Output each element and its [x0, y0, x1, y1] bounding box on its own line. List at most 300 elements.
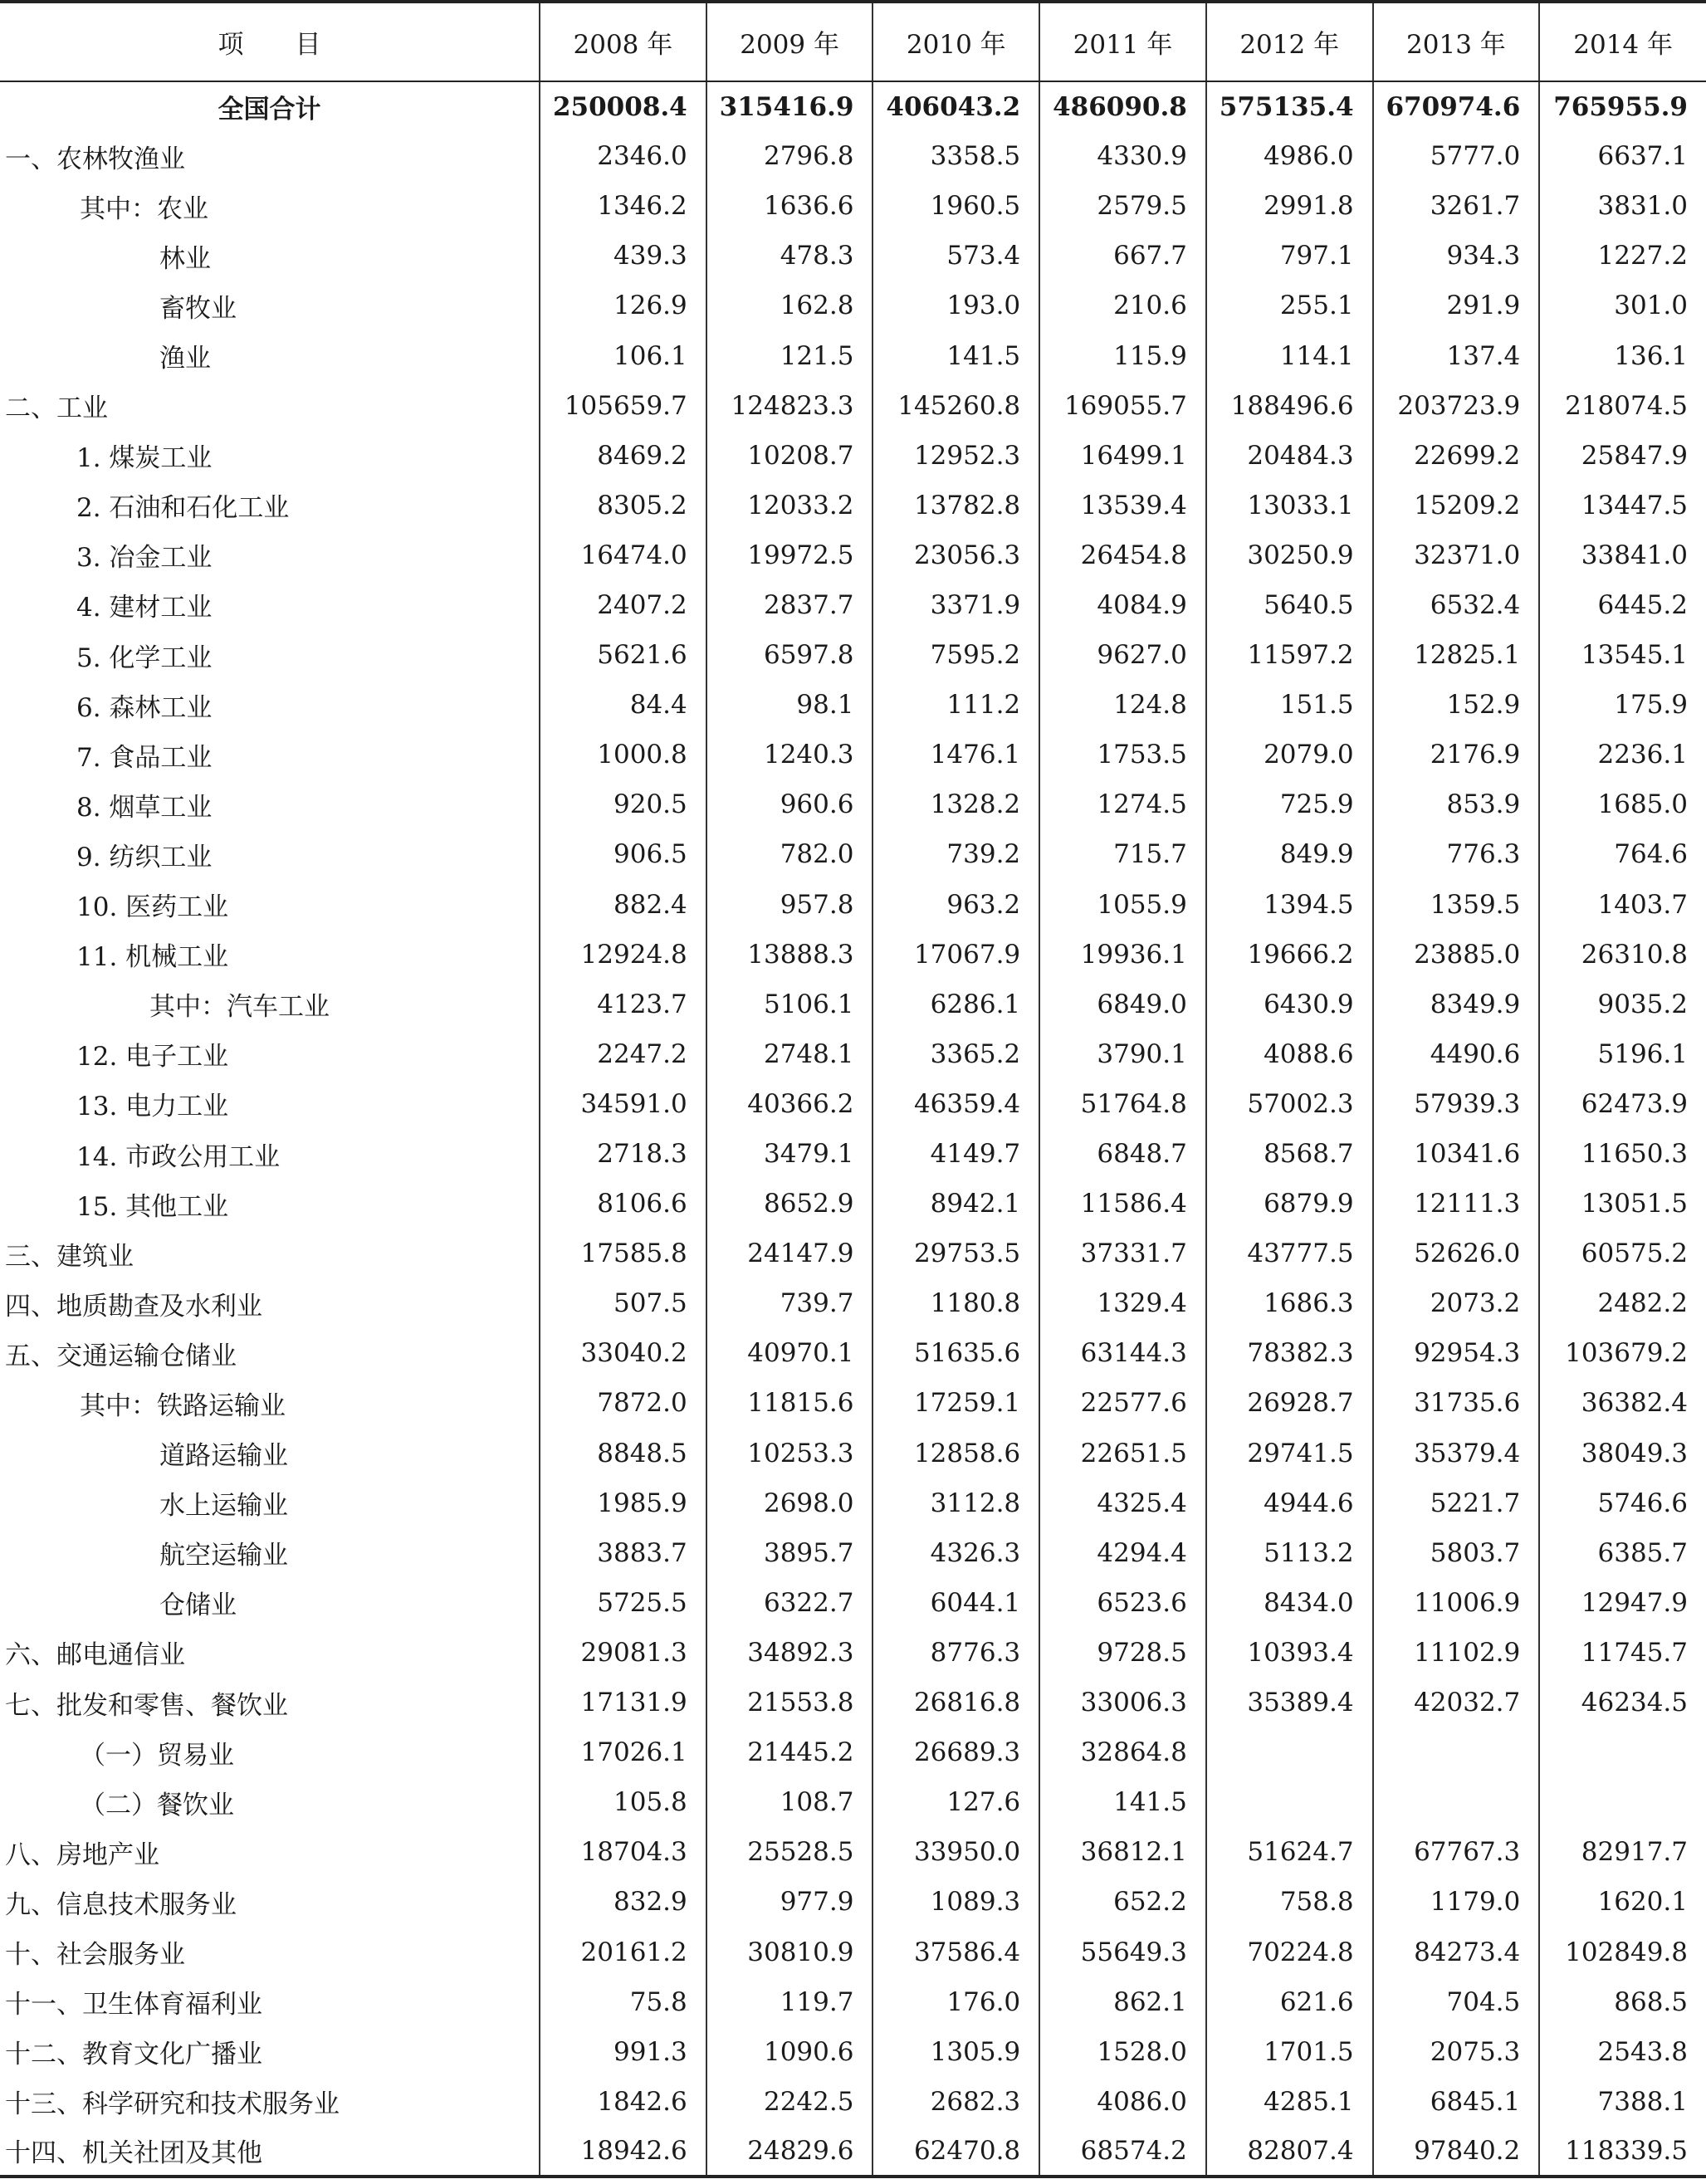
value-cell: 3365.2: [873, 1029, 1039, 1079]
value-cell: 2176.9: [1373, 730, 1540, 779]
table-row: [0, 1079, 1706, 1129]
value-cell: 255.1: [1206, 281, 1373, 330]
value-cell: 12952.3: [873, 431, 1039, 481]
value-cell: 1528.0: [1039, 2027, 1206, 2077]
row-label: 十二、教育文化广播业: [5, 2040, 262, 2070]
value-cell: [1373, 1727, 1540, 1777]
value-cell: 13539.4: [1039, 481, 1206, 530]
value-cell: 1685.0: [1539, 779, 1706, 829]
header-year-2014: 2014 年: [1539, 2, 1706, 81]
value-cell: 5725.5: [540, 1578, 706, 1628]
value-cell: 3371.9: [873, 580, 1039, 630]
value-cell: 97840.2: [1373, 2127, 1540, 2177]
row-label: 3. 冶金工业: [76, 543, 213, 574]
value-cell: 9627.0: [1039, 630, 1206, 680]
value-cell: 17259.1: [873, 1378, 1039, 1428]
value-cell: 75.8: [540, 1977, 706, 2027]
value-cell: 6322.7: [706, 1578, 873, 1628]
table-row: [0, 580, 1706, 630]
value-cell: 10208.7: [706, 431, 873, 481]
table-row: [0, 1378, 1706, 1428]
value-cell: 33006.3: [1039, 1678, 1206, 1727]
value-cell: 34591.0: [540, 1079, 706, 1129]
value-cell: 934.3: [1373, 231, 1540, 281]
value-cell: 8305.2: [540, 481, 706, 530]
table-row: [0, 1278, 1706, 1328]
value-cell: 1329.4: [1039, 1278, 1206, 1328]
value-cell: 667.7: [1039, 231, 1206, 281]
row-label: 八、房地产业: [5, 1840, 159, 1870]
table-row: [0, 980, 1706, 1029]
value-cell: 67767.3: [1373, 1827, 1540, 1877]
value-cell: 862.1: [1039, 1977, 1206, 2027]
value-cell: 29081.3: [540, 1628, 706, 1678]
value-cell: 11586.4: [1039, 1179, 1206, 1229]
value-cell: 1089.3: [873, 1877, 1039, 1927]
row-label: 水上运输业: [159, 1491, 288, 1522]
value-cell: 758.8: [1206, 1877, 1373, 1927]
value-cell: 4330.9: [1039, 131, 1206, 181]
table-row: [0, 1478, 1706, 1528]
row-label: 4. 建材工业: [76, 593, 213, 623]
table-row: [0, 829, 1706, 879]
value-cell: 2247.2: [540, 1029, 706, 1079]
value-cell: 782.0: [706, 829, 873, 879]
value-cell: 11745.7: [1539, 1628, 1706, 1678]
value-cell: 17585.8: [540, 1229, 706, 1278]
value-cell: 13888.3: [706, 930, 873, 980]
value-cell: 725.9: [1206, 779, 1373, 829]
table-row: [0, 1827, 1706, 1877]
header-year-2009: 2009 年: [706, 2, 873, 81]
value-cell: 21445.2: [706, 1727, 873, 1777]
value-cell: 127.6: [873, 1777, 1039, 1827]
value-cell: 1394.5: [1206, 880, 1373, 930]
table-row: [0, 1528, 1706, 1578]
row-label: 10. 医药工业: [76, 892, 229, 923]
value-cell: 68574.2: [1039, 2127, 1206, 2177]
value-cell: 2837.7: [706, 580, 873, 630]
value-cell: 1960.5: [873, 181, 1039, 231]
value-cell: 8776.3: [873, 1628, 1039, 1678]
value-cell: 151.5: [1206, 680, 1373, 730]
value-cell: 175.9: [1539, 680, 1706, 730]
value-cell: 1240.3: [706, 730, 873, 779]
row-label: 渔业: [159, 344, 211, 374]
row-label: 仓储业: [159, 1590, 237, 1621]
row-label: 四、地质勘查及水利业: [5, 1291, 262, 1322]
value-cell: 136.1: [1539, 330, 1706, 380]
row-label: 其中：汽车工业: [149, 992, 330, 1023]
value-cell: 35379.4: [1373, 1429, 1540, 1478]
table-row: [0, 779, 1706, 829]
row-label: 9. 纺织工业: [76, 842, 213, 872]
table-row: [0, 381, 1706, 431]
value-cell: 6430.9: [1206, 980, 1373, 1029]
value-cell: 62470.8: [873, 2127, 1039, 2177]
value-cell: 84.4: [540, 680, 706, 730]
value-cell: 176.0: [873, 1977, 1039, 2027]
value-cell: 11597.2: [1206, 630, 1373, 680]
value-cell: 1636.6: [706, 181, 873, 231]
row-label: 航空运输业: [159, 1541, 288, 1571]
value-cell: 98.1: [706, 680, 873, 730]
header-year-2011: 2011 年: [1039, 2, 1206, 81]
value-cell: 507.5: [540, 1278, 706, 1328]
value-cell: 105.8: [540, 1777, 706, 1827]
value-cell: 5777.0: [1373, 131, 1540, 181]
value-cell: 991.3: [540, 2027, 706, 2077]
value-cell: 2991.8: [1206, 181, 1373, 231]
value-cell: 8349.9: [1373, 980, 1540, 1029]
row-label: （二）餐饮业: [80, 1790, 234, 1820]
row-label: 12. 电子工业: [76, 1042, 229, 1072]
table-row: [0, 1578, 1706, 1628]
value-cell: [1539, 1777, 1706, 1827]
value-cell: 106.1: [540, 330, 706, 380]
value-cell: 26816.8: [873, 1678, 1039, 1727]
value-cell: 16499.1: [1039, 431, 1206, 481]
value-cell: 704.5: [1373, 1977, 1540, 2027]
row-label: 十一、卫生体育福利业: [5, 1990, 262, 2020]
value-cell: 13033.1: [1206, 481, 1373, 530]
value-cell: 20484.3: [1206, 431, 1373, 481]
table-row: [0, 2127, 1706, 2177]
value-cell: 1620.1: [1539, 1877, 1706, 1927]
value-cell: 7595.2: [873, 630, 1039, 680]
row-label: 11. 机械工业: [76, 942, 229, 973]
value-cell: 2748.1: [706, 1029, 873, 1079]
row-label: 2. 石油和石化工业: [76, 493, 290, 524]
value-cell: 11650.3: [1539, 1129, 1706, 1179]
value-cell: 63144.3: [1039, 1328, 1206, 1378]
row-label: 1. 煤炭工业: [76, 443, 213, 474]
value-cell: 9728.5: [1039, 1628, 1206, 1678]
value-cell: 6848.7: [1039, 1129, 1206, 1179]
value-cell: 6597.8: [706, 630, 873, 680]
value-cell: 2543.8: [1539, 2027, 1706, 2077]
value-cell: 37586.4: [873, 1927, 1039, 1976]
value-cell: 1055.9: [1039, 880, 1206, 930]
value-cell: 78382.3: [1206, 1328, 1373, 1378]
value-cell: 18704.3: [540, 1827, 706, 1877]
value-cell: 82917.7: [1539, 1827, 1706, 1877]
value-cell: 9035.2: [1539, 980, 1706, 1029]
value-cell: 23056.3: [873, 530, 1039, 580]
value-cell: [1373, 1777, 1540, 1827]
value-cell: 739.7: [706, 1278, 873, 1328]
value-cell: 4325.4: [1039, 1478, 1206, 1528]
value-cell: 10341.6: [1373, 1129, 1540, 1179]
value-cell: 102849.8: [1539, 1927, 1706, 1976]
value-cell: 2079.0: [1206, 730, 1373, 779]
value-cell: 853.9: [1373, 779, 1540, 829]
value-cell: [1206, 1727, 1373, 1777]
value-cell: 1753.5: [1039, 730, 1206, 779]
row-label: 畜牧业: [159, 293, 237, 324]
row-label: 其中：铁路运输业: [80, 1390, 286, 1421]
table-row: [0, 131, 1706, 181]
value-cell: 70224.8: [1206, 1927, 1373, 1976]
table-row: [0, 930, 1706, 980]
value-cell: 210.6: [1039, 281, 1206, 330]
value-cell: 5221.7: [1373, 1478, 1540, 1528]
value-cell: 4490.6: [1373, 1029, 1540, 1079]
value-cell: 1274.5: [1039, 779, 1206, 829]
value-cell: 12825.1: [1373, 630, 1540, 680]
value-cell: 6637.1: [1539, 131, 1706, 181]
row-label: 九、信息技术服务业: [5, 1889, 237, 1920]
value-cell: 7388.1: [1539, 2077, 1706, 2127]
value-cell: 51764.8: [1039, 1079, 1206, 1129]
value-cell: 6523.6: [1039, 1578, 1206, 1628]
value-cell: 103679.2: [1539, 1328, 1706, 1378]
value-cell: 4944.6: [1206, 1478, 1373, 1528]
value-cell: 18942.6: [540, 2127, 706, 2177]
value-cell: 3790.1: [1039, 1029, 1206, 1079]
table-row: [0, 1977, 1706, 2027]
value-cell: 19666.2: [1206, 930, 1373, 980]
value-cell: 8568.7: [1206, 1129, 1373, 1179]
value-cell: 8848.5: [540, 1429, 706, 1478]
value-cell: 36812.1: [1039, 1827, 1206, 1877]
value-cell: 115.9: [1039, 330, 1206, 380]
value-cell: 3358.5: [873, 131, 1039, 181]
table-row: [0, 1029, 1706, 1079]
value-cell: 60575.2: [1539, 1229, 1706, 1278]
value-cell: 1701.5: [1206, 2027, 1373, 2077]
value-cell: 1346.2: [540, 181, 706, 231]
value-cell: 2236.1: [1539, 730, 1706, 779]
value-cell: 3112.8: [873, 1478, 1039, 1528]
value-cell: 36382.4: [1539, 1378, 1706, 1428]
value-cell: 5196.1: [1539, 1029, 1706, 1079]
value-cell: 776.3: [1373, 829, 1540, 879]
table-row: [0, 1328, 1706, 1378]
value-cell: 22577.6: [1039, 1378, 1206, 1428]
value-cell: 1180.8: [873, 1278, 1039, 1328]
value-cell: 19936.1: [1039, 930, 1206, 980]
value-cell: 17026.1: [540, 1727, 706, 1777]
value-cell: 15209.2: [1373, 481, 1540, 530]
row-label: 6. 森林工业: [76, 692, 213, 723]
value-cell: 32371.0: [1373, 530, 1540, 580]
value-cell: 7872.0: [540, 1378, 706, 1428]
value-cell: 3883.7: [540, 1528, 706, 1578]
value-cell: 250008.4: [540, 81, 706, 131]
value-cell: 439.3: [540, 231, 706, 281]
value-cell: 26689.3: [873, 1727, 1039, 1777]
value-cell: 652.2: [1039, 1877, 1206, 1927]
table-row: [0, 1429, 1706, 1478]
value-cell: 40970.1: [706, 1328, 873, 1378]
table-row: [0, 1229, 1706, 1278]
value-cell: 30810.9: [706, 1927, 873, 1976]
value-cell: 105659.7: [540, 381, 706, 431]
value-cell: 62473.9: [1539, 1079, 1706, 1129]
value-cell: 46359.4: [873, 1079, 1039, 1129]
row-label: 8. 烟草工业: [76, 792, 213, 823]
value-cell: 4084.9: [1039, 580, 1206, 630]
row-label: 5. 化学工业: [76, 642, 213, 673]
value-cell: 29741.5: [1206, 1429, 1373, 1478]
value-cell: 832.9: [540, 1877, 706, 1927]
value-cell: 37331.7: [1039, 1229, 1206, 1278]
value-cell: 17131.9: [540, 1678, 706, 1727]
value-cell: 6879.9: [1206, 1179, 1373, 1229]
value-cell: 10393.4: [1206, 1628, 1373, 1678]
value-cell: 137.4: [1373, 330, 1540, 380]
value-cell: 29753.5: [873, 1229, 1039, 1278]
value-cell: 977.9: [706, 1877, 873, 1927]
value-cell: 5640.5: [1206, 580, 1373, 630]
value-cell: 291.9: [1373, 281, 1540, 330]
value-cell: 30250.9: [1206, 530, 1373, 580]
value-cell: 8652.9: [706, 1179, 873, 1229]
table-row: [0, 431, 1706, 481]
value-cell: 2718.3: [540, 1129, 706, 1179]
value-cell: 92954.3: [1373, 1328, 1540, 1378]
value-cell: 957.8: [706, 880, 873, 930]
value-cell: 114.1: [1206, 330, 1373, 380]
value-cell: 2346.0: [540, 131, 706, 181]
value-cell: 4123.7: [540, 980, 706, 1029]
value-cell: 2482.2: [1539, 1278, 1706, 1328]
value-cell: 764.6: [1539, 829, 1706, 879]
value-cell: 4149.7: [873, 1129, 1039, 1179]
value-cell: 118339.5: [1539, 2127, 1706, 2177]
table-row: [0, 1179, 1706, 1229]
value-cell: 575135.4: [1206, 81, 1373, 131]
table-row: [0, 330, 1706, 380]
table-row: [0, 530, 1706, 580]
table-row: [0, 1678, 1706, 1727]
value-cell: 6849.0: [1039, 980, 1206, 1029]
value-cell: 124823.3: [706, 381, 873, 431]
value-cell: 119.7: [706, 1977, 873, 2027]
value-cell: 10253.3: [706, 1429, 873, 1478]
table-row: [0, 630, 1706, 680]
value-cell: 4285.1: [1206, 2077, 1373, 2127]
value-cell: 3261.7: [1373, 181, 1540, 231]
table-row: [0, 2077, 1706, 2127]
value-cell: 5106.1: [706, 980, 873, 1029]
value-cell: 4088.6: [1206, 1029, 1373, 1079]
value-cell: 42032.7: [1373, 1678, 1540, 1727]
value-cell: 1359.5: [1373, 880, 1540, 930]
value-cell: 6445.2: [1539, 580, 1706, 630]
value-cell: 6286.1: [873, 980, 1039, 1029]
value-cell: 1842.6: [540, 2077, 706, 2127]
value-cell: 26310.8: [1539, 930, 1706, 980]
value-cell: 882.4: [540, 880, 706, 930]
value-cell: 19972.5: [706, 530, 873, 580]
value-cell: 16474.0: [540, 530, 706, 580]
value-cell: 193.0: [873, 281, 1039, 330]
value-cell: 12858.6: [873, 1429, 1039, 1478]
value-cell: 4326.3: [873, 1528, 1039, 1578]
value-cell: 12111.3: [1373, 1179, 1540, 1229]
value-cell: 52626.0: [1373, 1229, 1540, 1278]
value-cell: 3831.0: [1539, 181, 1706, 231]
header-year-2013: 2013 年: [1373, 2, 1540, 81]
row-label: 15. 其他工业: [76, 1191, 229, 1222]
value-cell: 12924.8: [540, 930, 706, 980]
value-cell: 33841.0: [1539, 530, 1706, 580]
row-label: 7. 食品工业: [76, 742, 213, 773]
row-label: 十四、机关社团及其他: [0, 2127, 540, 2177]
value-cell: 315416.9: [706, 81, 873, 131]
value-cell: 739.2: [873, 829, 1039, 879]
value-cell: 1000.8: [540, 730, 706, 779]
row-label: 一、农林牧渔业: [5, 144, 185, 174]
row-label: 十三、科学研究和技术服务业: [5, 2089, 340, 2120]
value-cell: 960.6: [706, 779, 873, 829]
value-cell: 25528.5: [706, 1827, 873, 1877]
value-cell: 31735.6: [1373, 1378, 1540, 1428]
value-cell: 1403.7: [1539, 880, 1706, 930]
value-cell: 2075.3: [1373, 2027, 1540, 2077]
value-cell: 1227.2: [1539, 231, 1706, 281]
row-label: 其中：农业: [80, 193, 208, 224]
value-cell: [1206, 1777, 1373, 1827]
table-row: [0, 1927, 1706, 1976]
value-cell: 8106.6: [540, 1179, 706, 1229]
header-year-2008: 2008 年: [540, 2, 706, 81]
value-cell: 8942.1: [873, 1179, 1039, 1229]
table-row: [0, 680, 1706, 730]
table-row: [0, 880, 1706, 930]
value-cell: 2242.5: [706, 2077, 873, 2127]
value-cell: 84273.4: [1373, 1927, 1540, 1976]
value-cell: 797.1: [1206, 231, 1373, 281]
value-cell: 5621.6: [540, 630, 706, 680]
value-cell: 169055.7: [1039, 381, 1206, 431]
value-cell: 145260.8: [873, 381, 1039, 431]
table-row: [0, 181, 1706, 231]
value-cell: 3479.1: [706, 1129, 873, 1179]
value-cell: 141.5: [1039, 1777, 1206, 1827]
value-cell: 121.5: [706, 330, 873, 380]
row-label: 二、工业: [5, 393, 108, 424]
value-cell: 57002.3: [1206, 1079, 1373, 1129]
value-cell: 621.6: [1206, 1977, 1373, 2027]
row-label: 全国合计: [218, 95, 321, 125]
table-row: [0, 730, 1706, 779]
value-cell: 203723.9: [1373, 381, 1540, 431]
value-cell: 2073.2: [1373, 1278, 1540, 1328]
value-cell: 152.9: [1373, 680, 1540, 730]
value-cell: 8434.0: [1206, 1578, 1373, 1628]
value-cell: 43777.5: [1206, 1229, 1373, 1278]
value-cell: 38049.3: [1539, 1429, 1706, 1478]
value-cell: 6845.1: [1373, 2077, 1540, 2127]
table-row: [0, 231, 1706, 281]
header-year-2010: 2010 年: [873, 2, 1039, 81]
value-cell: 12947.9: [1539, 1578, 1706, 1628]
table-row: [0, 1777, 1706, 1827]
value-cell: 11006.9: [1373, 1578, 1540, 1628]
value-cell: 4986.0: [1206, 131, 1373, 181]
row-label: 五、交通运输仓储业: [5, 1341, 237, 1371]
row-label: （一）贸易业: [80, 1740, 234, 1771]
value-cell: 188496.6: [1206, 381, 1373, 431]
value-cell: 25847.9: [1539, 431, 1706, 481]
value-cell: 906.5: [540, 829, 706, 879]
row-label: 十、社会服务业: [5, 1940, 185, 1971]
value-cell: 40366.2: [706, 1079, 873, 1129]
value-cell: 1090.6: [706, 2027, 873, 2077]
